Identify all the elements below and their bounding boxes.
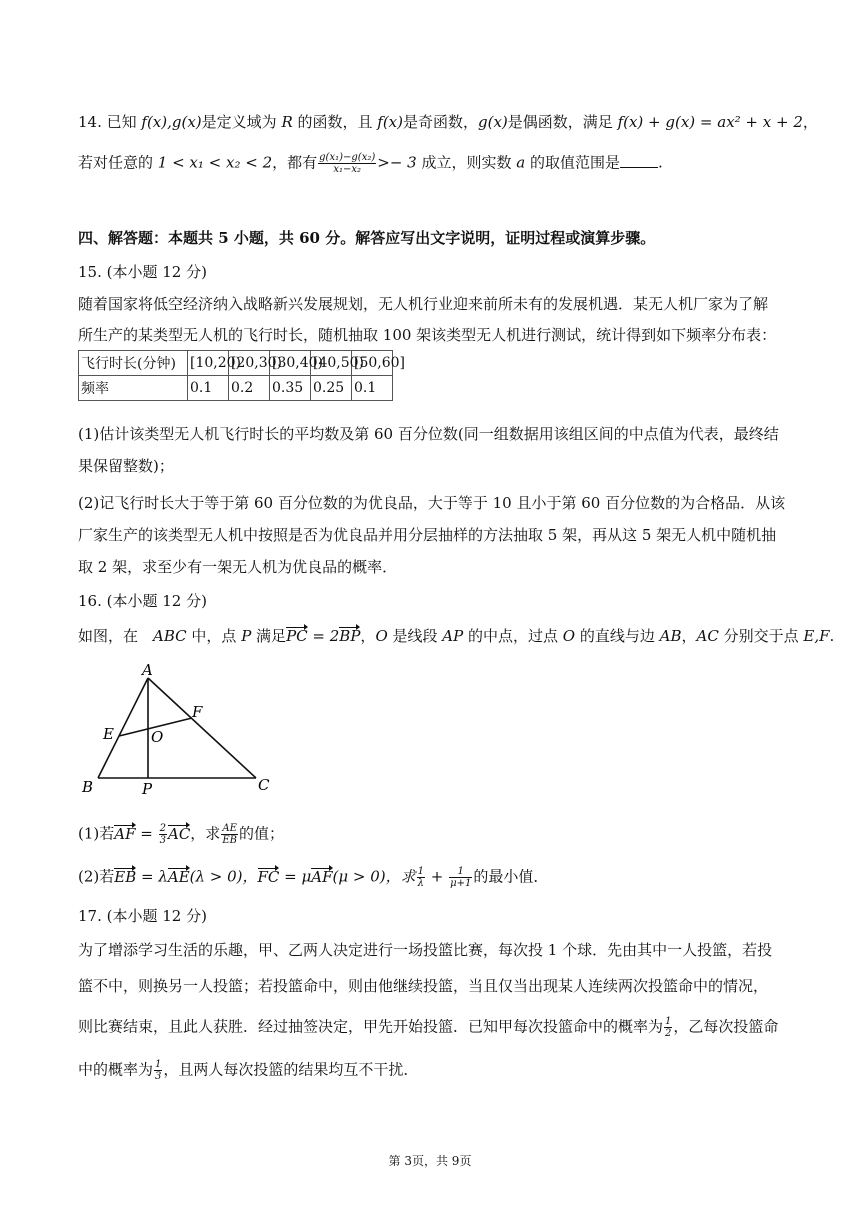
numerator: 1 <box>665 1016 672 1027</box>
frequency-table <box>78 350 406 401</box>
q15-s2b: 厂家生产的该类型无人机中按照是否为优良品并用分层抽样的方法抽取 5 架，再从这 5 架无人机中随机抽 <box>78 526 777 544</box>
text: 若对任意的 <box>78 153 158 172</box>
q17-header: 17. (本小题 12 分) <box>78 907 207 925</box>
q15-s1a: (1)估计该类型无人机飞行时长的平均数及第 60 百分位数(同一组数据用该组区间的中点值为代表，最终结 <box>78 425 779 443</box>
math: O <box>375 627 388 645</box>
math: a <box>516 153 526 172</box>
text: 的最小值． <box>473 867 549 886</box>
text: . <box>829 627 835 645</box>
math: AB <box>659 627 682 645</box>
vector: EB <box>114 867 137 886</box>
vector: FC <box>257 867 280 886</box>
text: 的函数，且 <box>292 113 378 131</box>
label-a: A <box>142 661 153 679</box>
numerator: 1 <box>417 866 424 877</box>
label-f: F <box>192 703 203 721</box>
q15-p2: 所生产的某类型无人机的飞行时长，随机抽取 100 架该类型无人机进行测试，统计得到如下频率分布表： <box>78 326 777 344</box>
numerator: 1 <box>155 1059 162 1070</box>
text: 是定义域为 <box>201 113 282 131</box>
fraction <box>664 1016 672 1039</box>
math: (μ > 0)，求 <box>332 867 416 886</box>
label-b: B <box>82 778 94 796</box>
math: E,F <box>803 627 830 645</box>
math: >− 3 <box>377 153 417 172</box>
page-footer: 第 3页，共 9页 <box>388 1154 472 1168</box>
text: 分别交于点 <box>718 627 804 645</box>
vector: BP <box>339 627 361 645</box>
vector: AC <box>167 824 191 843</box>
numerator: g(x₁)−g(x₂) <box>319 152 376 163</box>
table-cell: 0.1 <box>352 376 393 401</box>
text: 中，点 <box>186 627 242 645</box>
fraction <box>318 152 376 175</box>
math: AP <box>442 627 464 645</box>
q15-s2c: 取 2 架，求至少有一架无人机为优良品的概率． <box>78 558 398 576</box>
table-cell: [20,30) <box>229 351 270 376</box>
segment-ac <box>148 678 256 778</box>
table-row <box>79 351 393 376</box>
triangle-figure <box>78 660 278 800</box>
q17-p3 <box>78 1016 778 1039</box>
math: = 2 <box>307 627 340 645</box>
vector: AF <box>311 867 333 886</box>
math: g(x) <box>478 113 508 131</box>
table-cell: 飞行时长(分钟) <box>79 351 188 376</box>
q14-line1 <box>78 112 818 132</box>
text: 满足 <box>251 627 287 645</box>
q15-header: 15. (本小题 12 分) <box>78 263 207 281</box>
q15-s2a: (2)记飞行时长大于等于第 60 百分位数的为优良品，大于等于 10 且小于第 60 百分位数的为合格品．从该 <box>78 494 786 512</box>
q16-s2 <box>78 866 778 889</box>
denominator: 3 <box>159 835 166 846</box>
text: 则比赛结束，且此人获胜．经过抽签决定，甲先开始投篮．已知甲每次投篮命中的概率为 <box>78 1017 664 1036</box>
fraction <box>159 823 167 846</box>
text: 如图，在 <box>78 627 154 645</box>
fraction <box>417 866 425 889</box>
text: ，都有 <box>272 153 318 172</box>
text: . <box>657 153 663 172</box>
denominator: x₁−x₂ <box>333 164 362 175</box>
fraction <box>221 823 238 846</box>
table-cell: [50,60] <box>352 351 393 376</box>
denominator: EB <box>222 835 237 846</box>
text: 的直线与边 <box>575 627 660 645</box>
table-cell: 0.1 <box>188 376 229 401</box>
label-o: O <box>151 728 164 746</box>
math: P <box>241 627 252 645</box>
denominator: λ <box>417 878 424 889</box>
math: O <box>562 627 576 645</box>
table-cell: [40,50) <box>311 351 352 376</box>
numerator: 2 <box>159 823 166 834</box>
math: 1 < x₁ < x₂ < 2 <box>157 153 273 172</box>
vector: AF <box>114 824 136 843</box>
text: 14. 已知 <box>78 113 142 131</box>
math: f(x),g(x) <box>141 113 202 131</box>
numerator: AE <box>222 823 237 834</box>
q15-s1b: 果保留整数)； <box>78 457 174 475</box>
table-row <box>79 376 393 401</box>
q17-p1: 为了增添学习生活的乐趣，甲、乙两人决定进行一场投篮比赛，每次投 1 个球．先由其中一人投篮，若投 <box>78 941 773 959</box>
text: ，求 <box>190 824 221 843</box>
label-c: C <box>258 776 270 794</box>
label-p: P <box>142 780 153 798</box>
text: 是奇函数， <box>403 113 479 131</box>
q17-p4 <box>78 1059 778 1082</box>
text: (2)若 <box>78 867 115 886</box>
math: = <box>135 824 158 843</box>
q16-s1 <box>78 823 778 846</box>
table-cell: 频率 <box>79 376 188 401</box>
q14-line2 <box>78 152 778 175</box>
table-cell: [30,40) <box>270 351 311 376</box>
text: ，且两人每次投篮的结果均互不干扰． <box>163 1060 419 1079</box>
text: 中的概率为 <box>78 1060 154 1079</box>
text: (1)若 <box>78 824 115 843</box>
text: ， <box>360 627 376 645</box>
text: 的取值范围是 <box>525 153 620 172</box>
table-cell: 0.25 <box>311 376 352 401</box>
math: AC <box>696 627 719 645</box>
fraction <box>449 866 472 889</box>
fraction <box>154 1059 162 1082</box>
q16-p1 <box>78 626 835 646</box>
table-cell: [10,20) <box>188 351 229 376</box>
text: ，乙每次投篮命 <box>673 1017 779 1036</box>
label-e: E <box>103 725 114 743</box>
section-title: 四、解答题：本题共 5 小题，共 60 分。解答应写出文字说明，证明过程或演算步骤。 <box>78 229 656 247</box>
text: 成立，则实数 <box>416 153 517 172</box>
table-cell: 0.35 <box>270 376 311 401</box>
text: 是线段 <box>387 627 443 645</box>
math: f(x) + g(x) = ax² + x + 2 <box>617 113 803 131</box>
vector: PC <box>286 627 308 645</box>
q17-p2: 篮不中，则换另一人投篮；若投篮命中，则由他继续投篮，当且仅当出现某人连续两次投篮命中的情况， <box>78 977 769 995</box>
text: 的中点，过点 <box>463 627 563 645</box>
math: + <box>426 867 449 886</box>
q16-header: 16. (本小题 12 分) <box>78 592 207 610</box>
math: = λ <box>136 867 168 886</box>
text: 的值； <box>238 824 284 843</box>
denominator: μ+1 <box>450 878 472 889</box>
q15-p1: 随着国家将低空经济纳入战略新兴发展规划，无人机行业迎来前所未有的发展机遇．某无人机厂家为了解 <box>78 295 769 313</box>
math: ABC <box>153 627 187 645</box>
math: = μ <box>279 867 312 886</box>
text: 是偶函数，满足 <box>507 113 618 131</box>
table-cell: 0.2 <box>229 376 270 401</box>
text: ， <box>681 627 697 645</box>
math: f(x) <box>377 113 403 131</box>
numerator: 1 <box>449 866 472 878</box>
math: (λ > 0)， <box>189 867 258 886</box>
denominator: 2 <box>665 1028 672 1039</box>
math: R <box>281 113 293 131</box>
text: ， <box>802 113 818 131</box>
vector: AE <box>167 867 190 886</box>
denominator: 3 <box>155 1071 162 1082</box>
answer-blank <box>620 153 658 168</box>
